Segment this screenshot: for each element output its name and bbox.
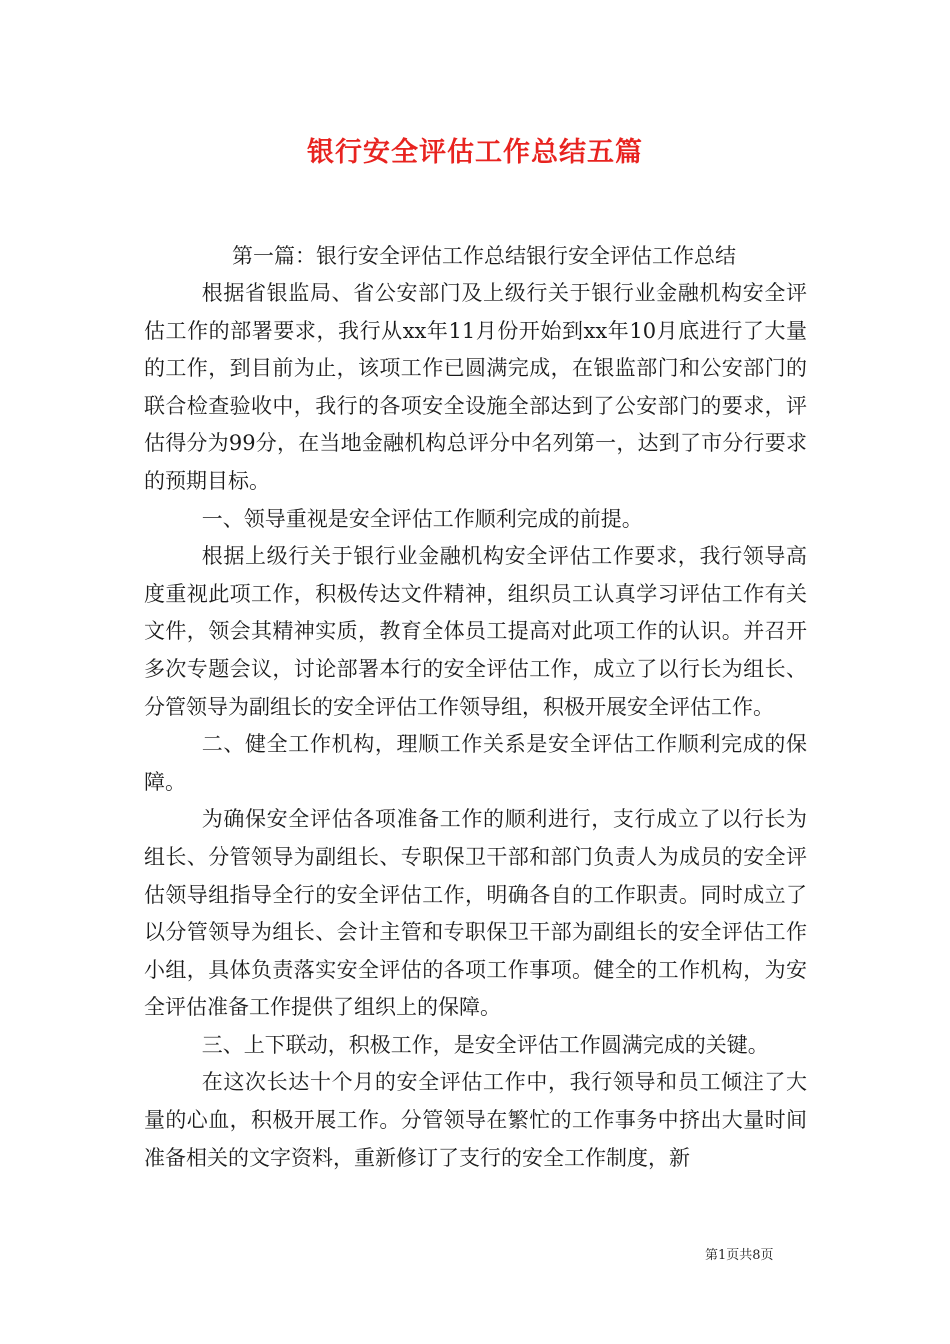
paragraph-organization: 为确保安全评估各项准备工作的顺利进行，支行成立了以行长为组长、分管领导为副组长、专职保卫干部和部门负责人为成员的安全评估领导组指导全行的安全评估工作，明确各自的工作职责。同时成立了以分管领导为组长、会计主管和专职保卫干部为副组长的安全评估工作小组，具体负责落实安全评估的各项工作事项。健全的工作机构，为安全评估准备工作提供了组织上的保障。	[144, 807, 807, 1020]
paragraph-leadership: 根据上级行关于银行业金融机构安全评估工作要求，我行领导高度重视此项工作，积极传达文件精神，组织员工认真学习评估工作有关文件，领会其精神实质，教育全体员工提高对此项工作的认识。并召开多次专题会议，讨论部署本行的安全评估工作，成立了以行长为组长、分管领导为副组长的安全评估工作领导组，积极开展安全评估工作。	[144, 544, 807, 719]
paragraph-heading-2: 二、健全工作机构，理顺工作关系是安全评估工作顺利完成的保障。	[144, 732, 807, 794]
document-body	[144, 238, 807, 1177]
page-number: 第1页共8页	[705, 1248, 774, 1263]
paragraph-heading-1: 一、领导重视是安全评估工作顺利完成的前提。	[201, 506, 643, 531]
page-title: 银行安全评估工作总结五篇	[307, 137, 643, 168]
paragraph-heading-3: 三、上下联动，积极工作，是安全评估工作圆满完成的关键。	[201, 1032, 769, 1057]
section-heading: 第一篇：银行安全评估工作总结银行安全评估工作总结	[232, 244, 736, 268]
paragraph-cooperation: 在这次长达十个月的安全评估工作中，我行领导和员工倾注了大量的心血，积极开展工作。分管领导在繁忙的工作事务中挤出大量时间准备相关的文字资料，重新修订了支行的安全工作制度，新	[144, 1070, 807, 1170]
paragraph-intro: 根据省银监局、省公安部门及上级行关于银行业金融机构安全评估工作的部署要求，我行从xx年11月份开始到xx年10月底进行了大量的工作，到目前为止，该项工作已圆满完成，在银监部门和公安部门的联合检查验收中，我行的各项安全设施全部达到了公安部门的要求，评估得分为99分，在当地金融机构总评分中名列第一，达到了市分行要求的预期目标。	[144, 281, 807, 493]
